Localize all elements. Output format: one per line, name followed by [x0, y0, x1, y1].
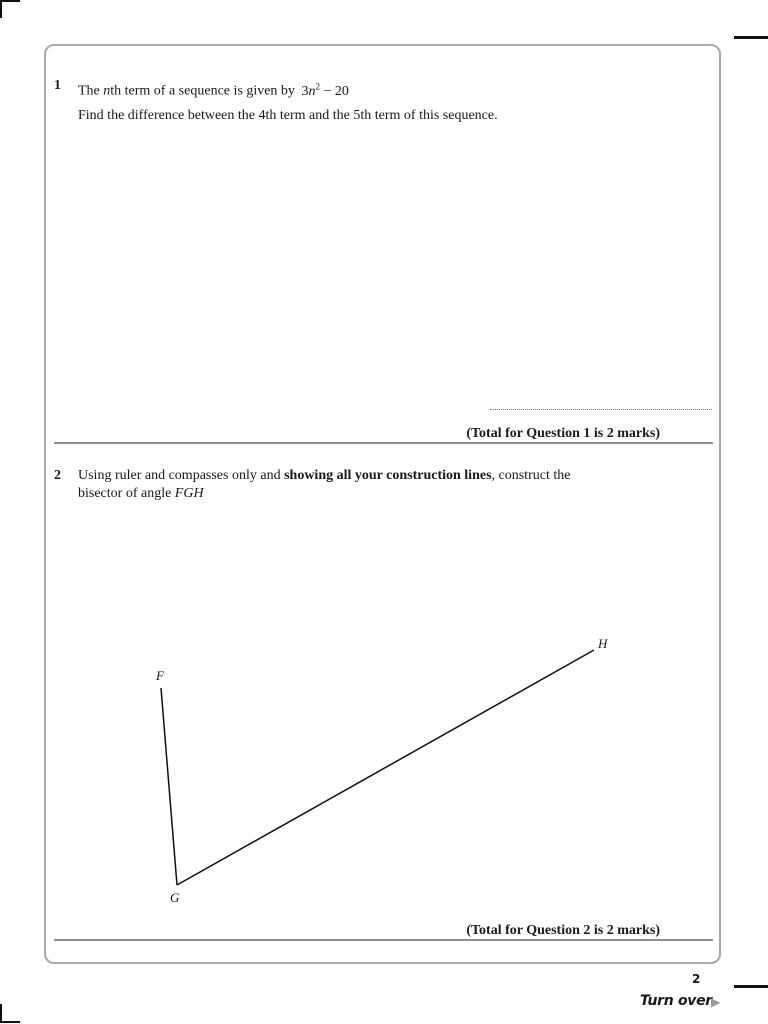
point-label-g: G: [170, 890, 180, 905]
line-gh: [177, 650, 594, 885]
q2-line2-prefix: bisector of angle: [78, 486, 175, 501]
question-2-number: 2: [54, 468, 61, 483]
turn-over-label: Turn over: [640, 993, 712, 1009]
q1-stem-italic: n: [103, 83, 111, 99]
point-label-f: F: [156, 668, 164, 683]
question-1-total: (Total for Question 1 is 2 marks): [466, 426, 660, 441]
line-gf: [161, 688, 177, 885]
expr-variable: n: [308, 83, 316, 99]
page-number: 2: [692, 972, 701, 986]
q2-text-after: , construct the: [491, 468, 571, 483]
q2-line2-italic: FGH: [174, 486, 204, 501]
question-1-number: 1: [54, 78, 61, 93]
turn-over-arrow-icon: ▶: [711, 995, 721, 1009]
expr-power: 2: [315, 81, 320, 91]
q1-stem-prefix: The: [78, 83, 104, 99]
q2-text-bold: showing all your construction lines: [284, 468, 492, 483]
question-1-instruction: Find the difference between the 4th term and the 5th term of this sequence.: [78, 108, 498, 123]
expr-coefficient: 3: [301, 83, 309, 99]
question-2-total: (Total for Question 2 is 2 marks): [466, 923, 660, 938]
question-2-divider: [54, 939, 713, 941]
point-label-h: H: [598, 636, 608, 651]
q2-text-before: Using ruler and compasses only and: [78, 468, 285, 483]
q1-stem-suffix: th term of a sequence is given by: [110, 83, 295, 99]
expr-rest: − 20: [319, 83, 349, 99]
